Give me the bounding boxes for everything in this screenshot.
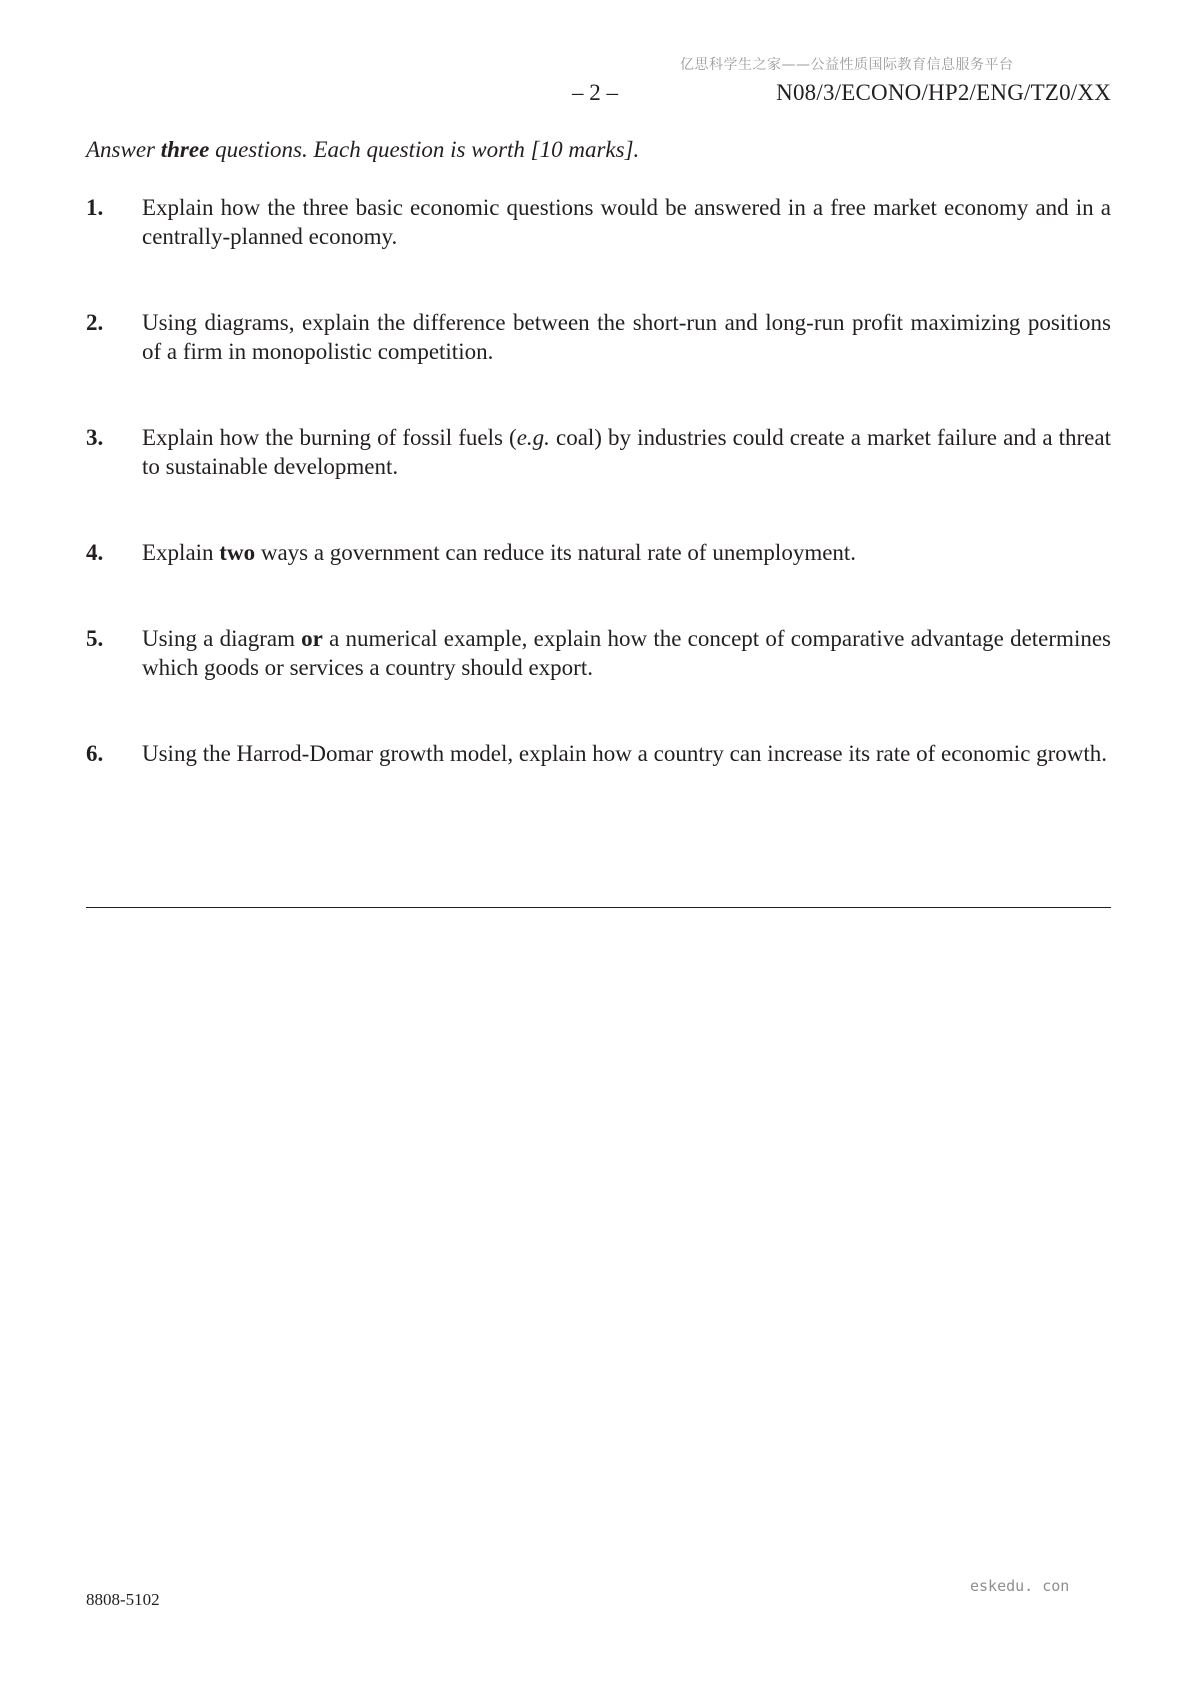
question-5: [86, 624, 1111, 682]
question-text: [142, 423, 1111, 481]
instructions-emphasis: three: [160, 137, 210, 162]
question-text-part: Explain how the three basic economic questions would be answered in a free market economy and in a centrally-planned economy.: [142, 195, 1111, 249]
question-4: [86, 538, 1111, 567]
question-text-part: a numerical example, explain how the concept of comparative advantage determines which goods or services a country should export.: [142, 626, 1111, 680]
instructions-prefix: Answer: [86, 137, 161, 162]
page-number: – 2 –: [572, 80, 618, 105]
question-text-part: Using a diagram: [142, 626, 302, 651]
question-number: 1.: [86, 195, 104, 220]
document-code: 8808-5102: [86, 1590, 160, 1609]
question-text: [142, 308, 1111, 366]
question-2: [86, 308, 1111, 366]
footer-watermark: eskedu. con: [970, 1577, 1070, 1595]
question-text-part: ways a government can reduce its natural rate of unemployment.: [255, 540, 857, 565]
question-text-bold: two: [219, 540, 256, 565]
question-text-italic: e.g.: [516, 425, 550, 450]
question-number: 6.: [86, 741, 104, 766]
question-number: 4.: [86, 540, 104, 565]
question-text-bold: or: [301, 626, 323, 651]
instructions-suffix: questions. Each question is worth [10 marks].: [209, 137, 640, 162]
question-text: [142, 739, 1111, 768]
question-text-part: Using the Harrod-Domar growth model, explain how a country can increase its rate of economic growth.: [142, 741, 1108, 766]
horizontal-rule: [86, 907, 1111, 908]
question-text: [142, 193, 1111, 251]
question-text: [142, 624, 1111, 682]
paper-code: N08/3/ECONO/HP2/ENG/TZ0/XX: [776, 80, 1111, 105]
question-1: [86, 193, 1111, 251]
question-number: 3.: [86, 425, 104, 450]
question-3: [86, 423, 1111, 481]
question-text-part: coal) by industries could create a market failure and a threat to sustainable development.: [142, 425, 1111, 479]
question-text-part: Using diagrams, explain the difference between the short-run and long-run profit maximizing positions of a firm in monopolistic competition.: [142, 310, 1111, 364]
question-number: 5.: [86, 626, 104, 651]
question-text-part: Explain how the burning of fossil fuels (: [142, 425, 517, 450]
question-6: [86, 739, 1111, 768]
question-text-part: Explain: [142, 540, 220, 565]
header-watermark: 亿思科学生之家——公益性质国际教育信息服务平台: [680, 57, 1014, 73]
instructions: [86, 137, 639, 163]
question-text: [142, 538, 1111, 567]
question-number: 2.: [86, 310, 104, 335]
